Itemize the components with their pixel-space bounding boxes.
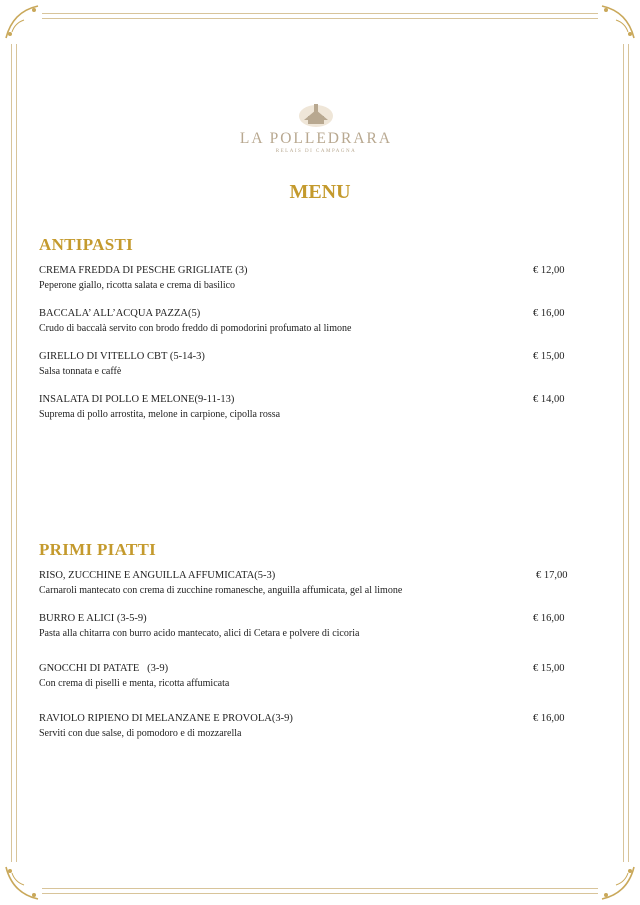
logo-tagline: RELAIS DI CAMPAGNA	[275, 149, 357, 154]
dish-price: € 16,00	[533, 308, 565, 319]
dish-description: Con crema di piselli e menta, ricotta affumicata	[39, 678, 230, 689]
dish-name: GNOCCHI DI PATATE (3-9)	[39, 663, 169, 674]
dish-price: € 16,00	[533, 613, 565, 624]
frame-top-line	[42, 13, 598, 14]
dish-description: Serviti con due salse, di pomodoro e di mozzarella	[39, 728, 242, 739]
dish-name: INSALATA DI POLLO E MELONE(9-11-13)	[39, 394, 235, 405]
frame-right-line	[623, 44, 624, 862]
dish-description: Salsa tonnata e caffè	[39, 366, 122, 377]
dish-description: Pasta alla chitarra con burro acido mantecato, alici di Cetara e polvere di cicoria	[39, 628, 360, 639]
dish-description: Crudo di baccalà servito con brodo freddo di pomodorini profumato al limone	[39, 323, 352, 334]
dish-name: GIRELLO DI VITELLO CBT (5-14-3)	[39, 351, 205, 362]
section-heading-primi: PRIMI PIATTI	[39, 540, 157, 559]
corner-ornament-icon	[2, 2, 42, 42]
dish-price: € 14,00	[533, 394, 565, 405]
frame-right-line-inner	[628, 44, 629, 862]
dish-name: RAVIOLO RIPIENO DI MELANZANE E PROVOLA(3-9)	[39, 713, 293, 724]
dish-description: Carnaroli mantecato con crema di zucchine romanesche, anguilla affumicata, gel al limone	[39, 585, 403, 596]
frame-bottom-line	[42, 888, 598, 889]
dish-price: € 15,00	[533, 663, 565, 674]
dish-price: € 12,00	[533, 265, 565, 276]
dish-price: € 15,00	[533, 351, 565, 362]
dish-price: € 16,00	[533, 713, 565, 724]
dish-price: € 17,00	[536, 570, 568, 581]
dish-description: Peperone giallo, ricotta salata e crema di basilico	[39, 280, 236, 291]
frame-left-line-inner	[16, 44, 17, 862]
corner-ornament-icon	[598, 2, 638, 42]
logo-brand: LA POLLEDRARA	[239, 130, 393, 147]
page-title: MENU	[289, 181, 351, 203]
frame-top-line-inner	[42, 18, 598, 19]
dish-name: BURRO E ALICI (3-5-9)	[39, 613, 147, 624]
section-heading-antipasti: ANTIPASTI	[39, 235, 134, 254]
logo	[236, 96, 396, 160]
dish-name: RISO, ZUCCHINE E ANGUILLA AFFUMICATA(5-3)	[39, 570, 276, 581]
dish-name: CREMA FREDDA DI PESCHE GRIGLIATE (3)	[39, 265, 248, 276]
corner-ornament-icon	[598, 863, 638, 903]
dish-name: BACCALA’ ALL’ACQUA PAZZA(5)	[39, 308, 201, 319]
corner-ornament-icon	[2, 863, 42, 903]
frame-left-line	[11, 44, 12, 862]
dish-description: Suprema di pollo arrostita, melone in carpione, cipolla rossa	[39, 409, 281, 420]
logo-building-icon	[298, 98, 334, 128]
frame-bottom-line-inner	[42, 893, 598, 894]
